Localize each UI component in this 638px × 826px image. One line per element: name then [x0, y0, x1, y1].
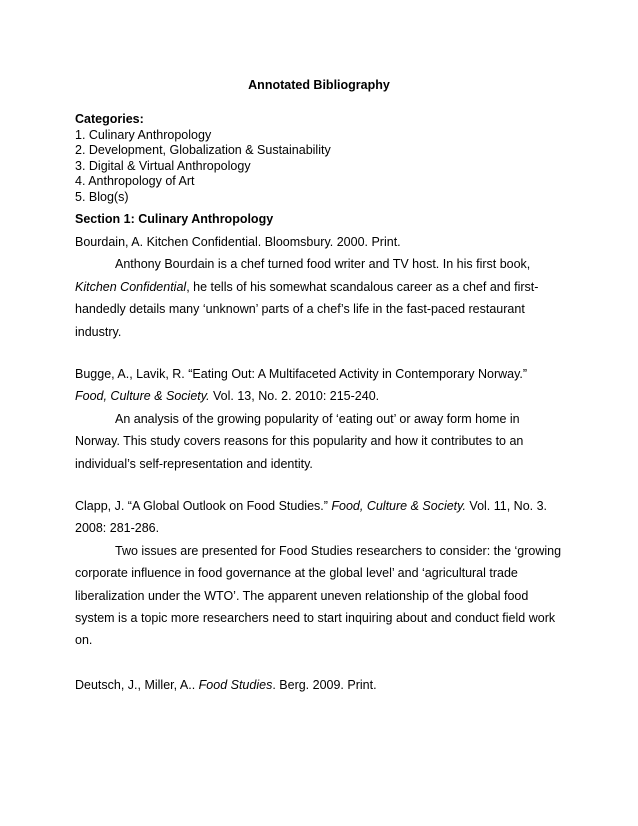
category-item: 2. Development, Globalization & Sustainability — [75, 143, 331, 158]
citation-line: 2008: 281-286. — [75, 521, 160, 536]
book-title: Kitchen Confidential — [75, 279, 187, 294]
book-title: Food Studies — [198, 678, 273, 692]
annotation-line: corporate influence in food governance at the global level’ and ‘agricultural trade — [75, 566, 518, 581]
category-item: 1. Culinary Anthropology — [75, 127, 212, 142]
annotation-line: industry. — [75, 324, 122, 339]
categories-heading: Categories: — [75, 112, 144, 126]
section-title: Section 1: Culinary Anthropology — [75, 212, 274, 226]
category-item: 5. Blog(s) — [75, 189, 129, 204]
annotation-line: individual’s self-representation and identity. — [75, 456, 313, 471]
annotation-line: Norway. This study covers reasons for this popularity and how it contributes to an — [75, 434, 524, 449]
annotation: An analysis of the growing popularity of ‘eating out’ or away form home in — [115, 411, 520, 426]
document-title: Annotated Bibliography — [248, 78, 390, 92]
citation: Clapp, J. “A Global Outlook on Food Studies.” Food, Culture & Society. Vol. 11, No. 3. — [75, 499, 548, 513]
annotation-line: system is a topic more researchers need to start inquiring about and conduct field work — [75, 611, 556, 626]
annotation: Anthony Bourdain is a chef turned food writer and TV host. In his first book, — [115, 257, 531, 272]
category-item: 3. Digital & Virtual Anthropology — [75, 158, 251, 173]
annotation-line: liberalization under the WTO’. The apparent uneven relationship of the global food — [75, 588, 529, 603]
bibliography-entry — [75, 495, 569, 652]
citation-line: Food, Culture & Society. Vol. 13, No. 2. 2010: 215-240. — [75, 389, 380, 404]
bibliography-entry — [75, 674, 569, 696]
annotation-line: Kitchen Confidential, he tells of his somewhat scandalous career as a chef and first- — [75, 279, 539, 294]
citation: Deutsch, J., Miller, A.. Food Studies. Berg. 2009. Print. — [75, 678, 377, 692]
annotation-line: on. — [75, 633, 93, 648]
annotation: Two issues are presented for Food Studies researchers to consider: the ‘growing — [115, 543, 562, 558]
annotation-line: handedly details many ‘unknown’ parts of a chef’s life in the fast-paced restaurant — [75, 302, 525, 317]
journal-title: Food, Culture & Society. — [75, 389, 210, 404]
categories-block — [75, 112, 575, 206]
category-item: 4. Anthropology of Art — [75, 174, 195, 189]
citation: Bourdain, A. Kitchen Confidential. Bloomsbury. 2000. Print. — [75, 235, 401, 249]
bibliography-entry — [75, 231, 569, 343]
bibliography-entry — [75, 363, 569, 475]
citation: Bugge, A., Lavik, R. “Eating Out: A Multifaceted Activity in Contemporary Norway.” — [75, 367, 528, 381]
journal-title: Food, Culture & Society. — [331, 499, 466, 513]
